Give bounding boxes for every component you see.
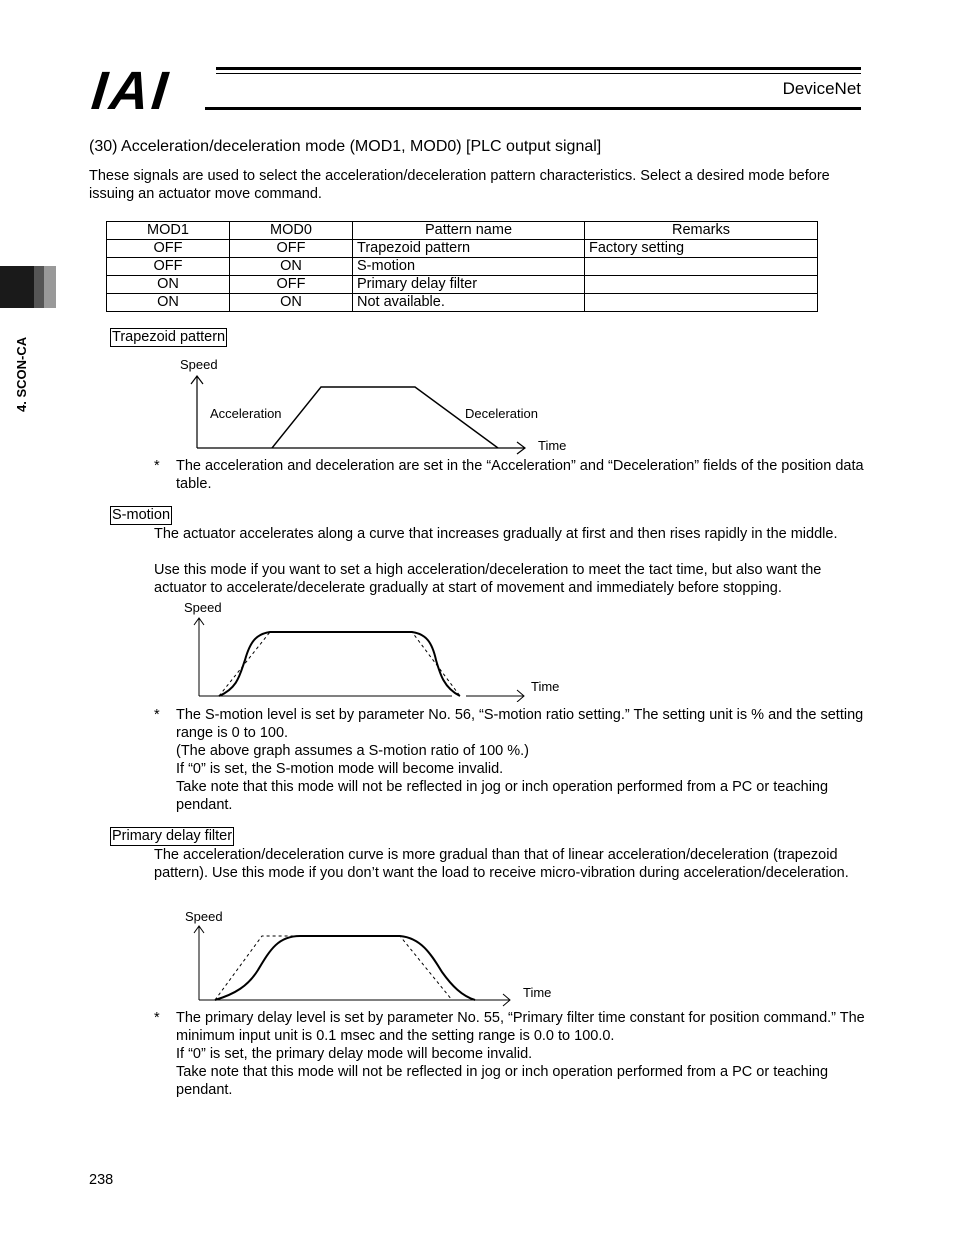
note-marker: * [154, 707, 160, 723]
table-cell: S-motion [353, 258, 585, 276]
trapezoid-profile [272, 387, 498, 448]
table-cell [585, 276, 818, 294]
table-cell [585, 294, 818, 312]
note-marker: * [154, 458, 160, 474]
side-tab-block [0, 266, 34, 308]
primary-speed-label: Speed [185, 909, 223, 924]
table-cell: OFF [230, 276, 353, 294]
page-number: 238 [89, 1172, 114, 1188]
section-title: (30) Acceleration/deceleration mode (MOD1, MOD0) [PLC output signal] [89, 138, 602, 155]
table-cell: OFF [230, 240, 353, 258]
table-row [107, 258, 818, 276]
table-cell: ON [107, 276, 230, 294]
smotion-profile [219, 632, 460, 696]
chapter-label: 4. SCON-CA [14, 336, 29, 412]
note-text: The acceleration and deceleration are set in the “Acceleration” and “Deceleration” fields of the position data table. [176, 458, 864, 492]
note-line: If “0” is set, the S-motion mode will become invalid. [176, 761, 504, 777]
smotion-speed-label: Speed [184, 600, 222, 615]
primary-time-label: Time [523, 985, 552, 1000]
trapezoid-accel-label: Acceleration [210, 406, 282, 421]
table-cell: Trapezoid pattern [353, 240, 585, 258]
trapezoid-speed-label: Speed [180, 357, 218, 372]
smotion-note [154, 706, 874, 814]
trapezoid-chart [180, 370, 540, 455]
table-cell: Factory setting [585, 240, 818, 258]
table-row [107, 240, 818, 258]
table-cell: ON [230, 294, 353, 312]
table-cell: OFF [107, 240, 230, 258]
table-row [107, 276, 818, 294]
note-line: (The above graph assumes a S-motion ratio of 100 %.) [176, 743, 530, 759]
trapezoid-decel-label: Deceleration [465, 406, 538, 421]
side-tab-stripe [34, 266, 44, 308]
table-header-cell: Remarks [585, 222, 818, 240]
smotion-chart [190, 612, 530, 702]
header-rule-bottom [205, 107, 861, 110]
primary-heading: Primary delay filter [112, 828, 233, 844]
smotion-desc-1: The actuator accelerates along a curve that increases gradually at first and then rises rapidly in the middle. [154, 526, 838, 542]
mode-table [106, 221, 818, 312]
note-line: If “0” is set, the primary delay mode will become invalid. [176, 1046, 533, 1062]
header-title: DeviceNet [782, 79, 861, 98]
trapezoid-reference [219, 632, 460, 696]
trapezoid-reference [215, 936, 452, 1000]
primary-delay-profile [215, 936, 475, 1000]
note-line: Take note that this mode will not be reflected in jog or inch operation performed from a PC or teaching pendant. [176, 1064, 829, 1098]
table-cell: OFF [107, 258, 230, 276]
smotion-heading: S-motion [112, 507, 171, 523]
table-cell: Not available. [353, 294, 585, 312]
side-tab-stripe-light [44, 266, 56, 308]
primary-desc: The acceleration/deceleration curve is more gradual than that of linear acceleration/deceleration (trapezoid pattern). Use this mode if you don’t want the load to receive micro-vibration during acceleration/deceleration. [154, 847, 849, 881]
table-header-cell: MOD0 [230, 222, 353, 240]
header-rule-top [216, 67, 861, 70]
table-cell: ON [107, 294, 230, 312]
note-line: The S-motion level is set by parameter No. 56, “S-motion ratio setting.” The setting unit is % and the setting range is 0 to 100. [176, 707, 864, 741]
table-row [107, 294, 818, 312]
table-cell: ON [230, 258, 353, 276]
smotion-time-label: Time [531, 679, 560, 694]
primary-note [154, 1009, 874, 1101]
trapezoid-note [154, 457, 874, 497]
section-intro: These signals are used to select the acceleration/deceleration pattern characteristics. Select a desired mode before issuing an actuator move command. [89, 168, 830, 202]
primary-chart [190, 920, 520, 1008]
note-text-block [176, 706, 876, 814]
note-text-block [176, 1009, 876, 1099]
table-header-row [107, 222, 818, 240]
table-cell: Primary delay filter [353, 276, 585, 294]
table-header-cell: Pattern name [353, 222, 585, 240]
smotion-desc-2: Use this mode if you want to set a high acceleration/deceleration to meet the tact time, but also want the actuator to accelerate/decelerate gradually at start of movement and immediately before stopping. [154, 562, 822, 596]
note-line: Take note that this mode will not be reflected in jog or inch operation performed from a PC or teaching pendant. [176, 779, 829, 813]
header-rule-mid [216, 73, 861, 74]
table-header-cell: MOD1 [107, 222, 230, 240]
iai-logo: IAI [88, 61, 174, 121]
note-line: The primary delay level is set by parameter No. 55, “Primary filter time constant for position command.” The minimum input unit is 0.1 msec and the setting range is 0.0 to 100.0. [176, 1010, 865, 1044]
table-cell [585, 258, 818, 276]
trapezoid-time-label: Time [538, 438, 567, 453]
note-marker: * [154, 1010, 160, 1026]
trapezoid-heading: Trapezoid pattern [112, 329, 226, 345]
